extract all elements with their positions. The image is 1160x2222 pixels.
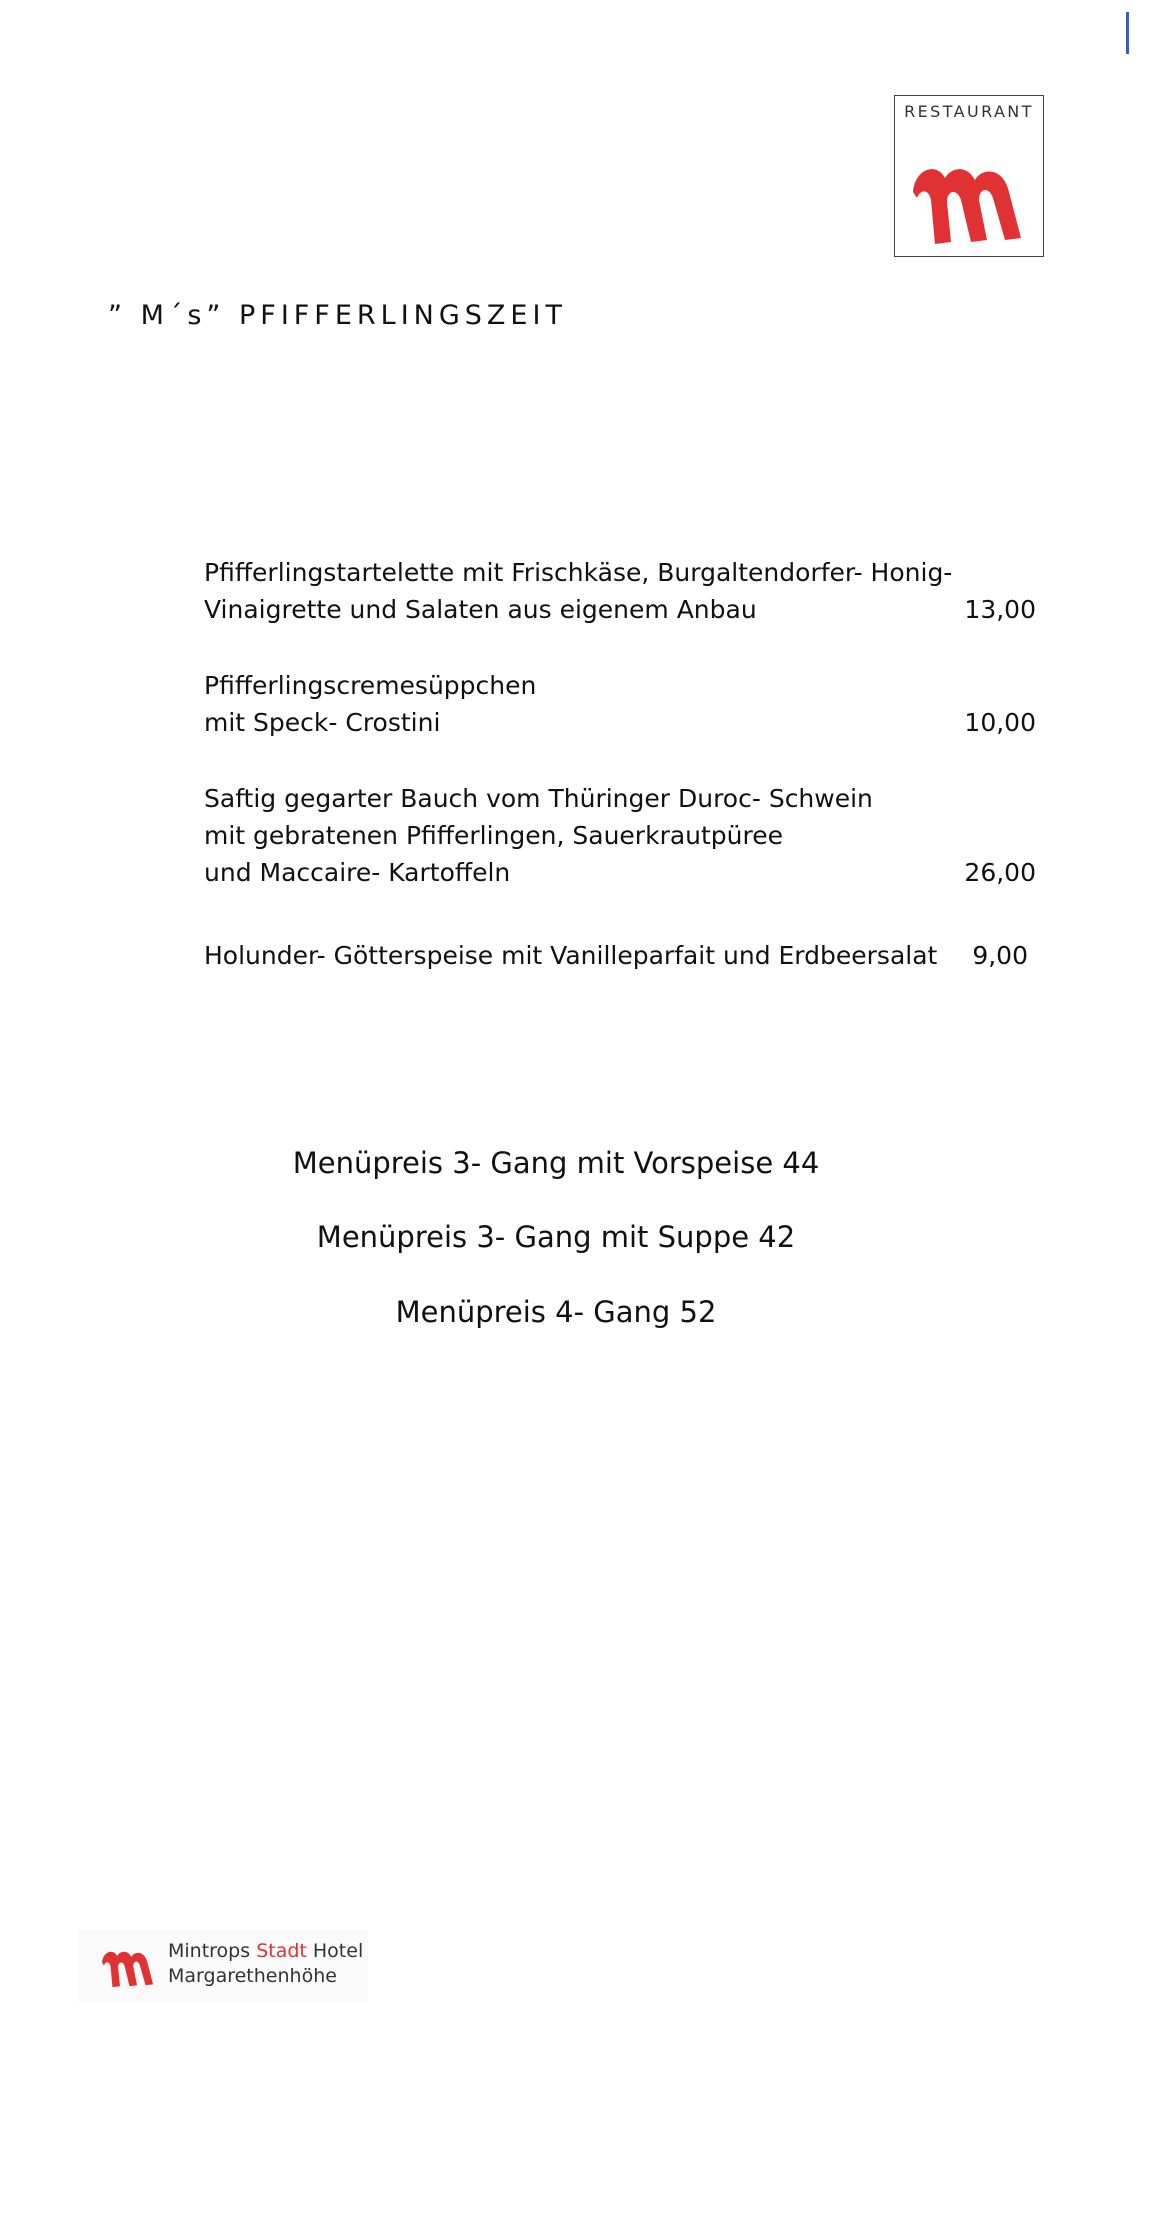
menu-price-soup: Menüpreis 3- Gang mit Suppe 42	[316, 1220, 796, 1254]
dish-line: Holunder- Götterspeise mit Vanilleparfait und Erdbeersalat	[204, 941, 938, 970]
dish-starter	[204, 554, 1036, 628]
dish-line: mit Speck- Crostini	[204, 708, 441, 737]
page-title: ” M´s” PFIFFERLINGSZEIT	[108, 300, 567, 331]
dish-line: Saftig gegarter Bauch vom Thüringer Duroc- Schwein	[204, 784, 873, 813]
text-cursor-mark	[1126, 12, 1129, 54]
hotel-logo	[78, 1930, 368, 2002]
menu-price-four-course: Menüpreis 4- Gang 52	[395, 1295, 717, 1329]
restaurant-logo	[894, 95, 1044, 257]
dish-dessert	[204, 937, 1036, 974]
dish-price: 13,00	[964, 595, 1036, 624]
hotel-name: Mintrops Stadt Hotel	[168, 1940, 364, 1962]
menu-price-starter: Menüpreis 3- Gang mit Vorspeise 44	[292, 1146, 820, 1180]
dish-price: 9,00	[972, 941, 1028, 970]
m-letter-icon	[905, 140, 1035, 250]
dish-line: Pfifferlingscremesüppchen	[204, 671, 537, 700]
m-letter-icon	[96, 1938, 162, 1990]
hotel-location: Margarethenhöhe	[168, 1965, 337, 1987]
dish-main	[204, 780, 1036, 891]
dish-line: Pfifferlingstartelette mit Frischkäse, Burgaltendorfer- Honig-	[204, 558, 953, 587]
dish-line: mit gebratenen Pfifferlingen, Sauerkrautpüree	[204, 821, 784, 850]
dish-line: Vinaigrette und Salaten aus eigenem Anbau	[204, 595, 757, 624]
dish-line: und Maccaire- Kartoffeln	[204, 858, 511, 887]
dish-price: 26,00	[964, 858, 1036, 887]
dish-soup	[204, 667, 1036, 741]
dish-price: 10,00	[964, 708, 1036, 737]
logo-word: RESTAURANT	[904, 102, 1034, 121]
